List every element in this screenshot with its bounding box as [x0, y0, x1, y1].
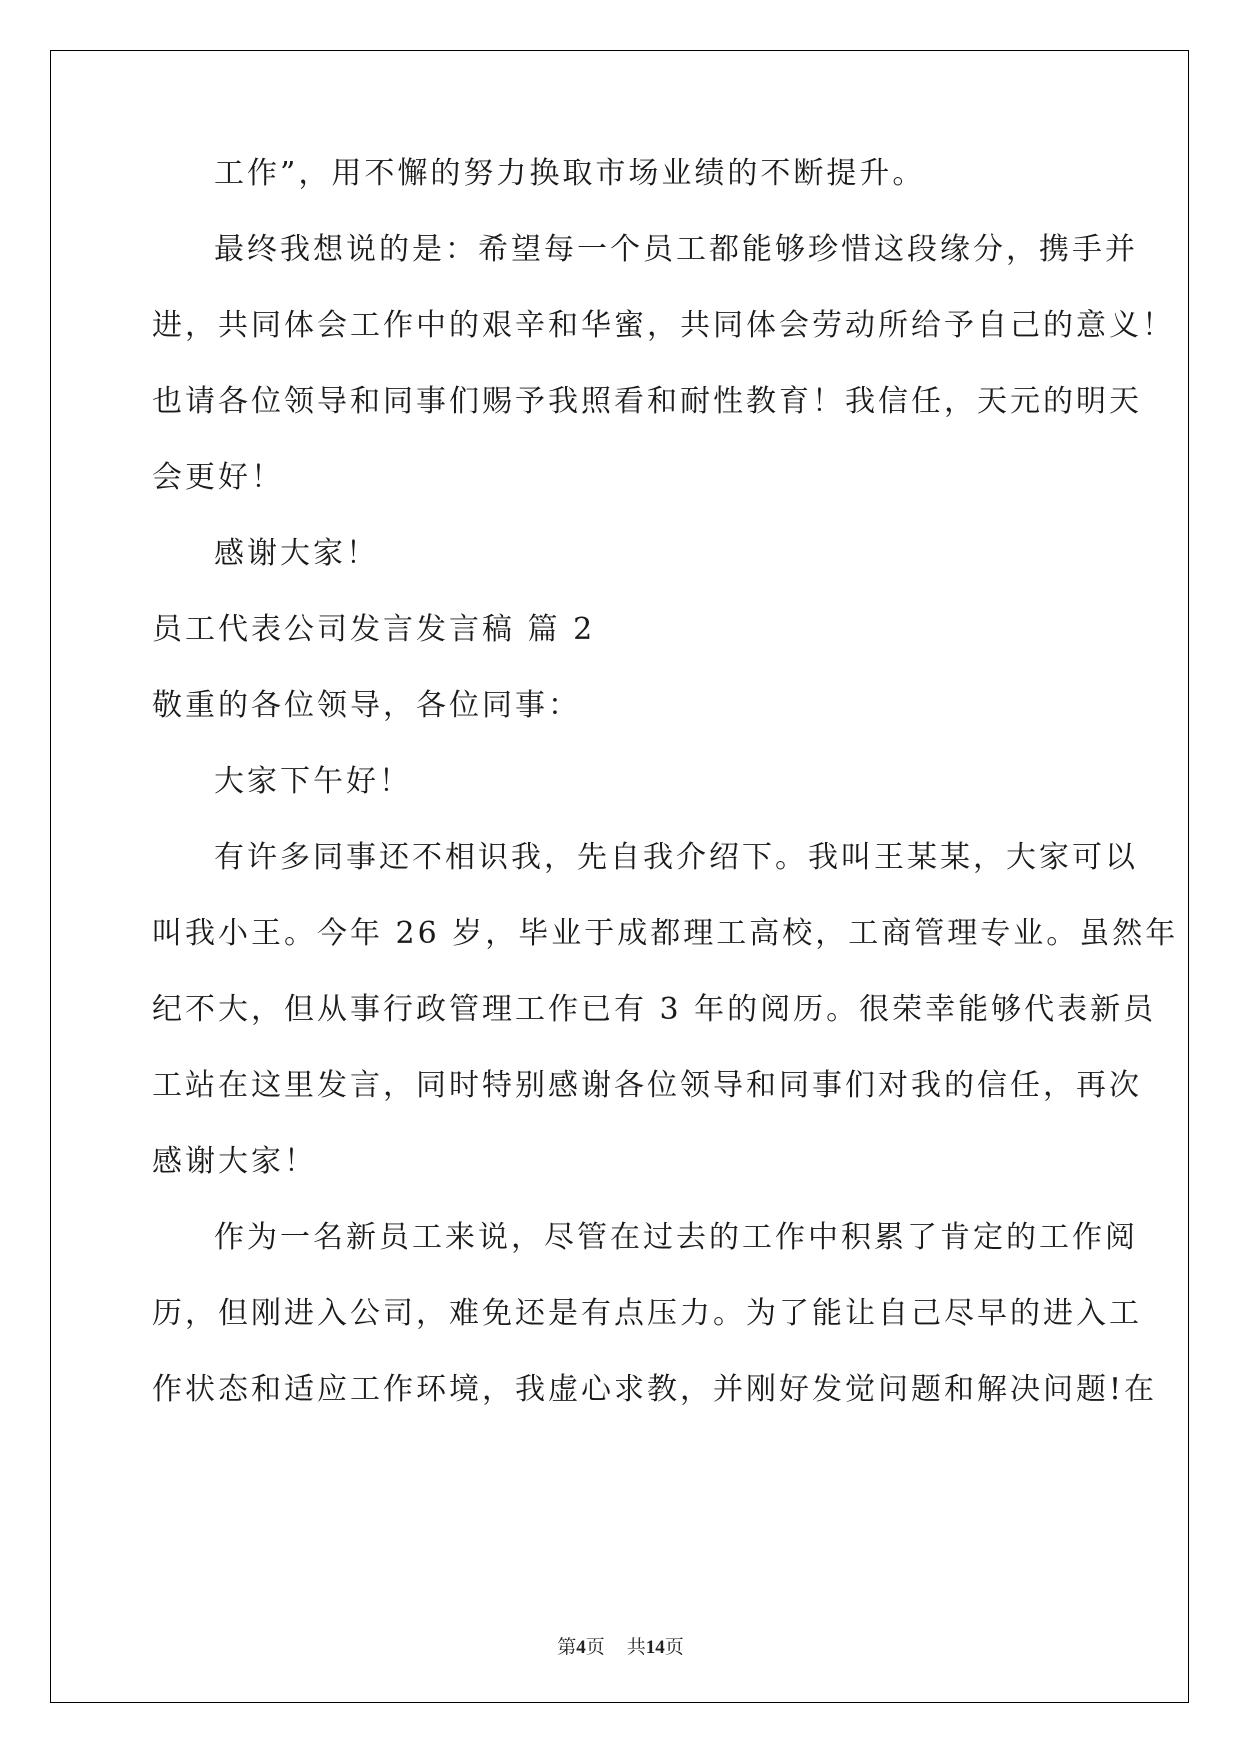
body-line-12: 纪不大，但从事行政管理工作已有 3 年的阅历。很荣幸能够代表新员: [152, 992, 1157, 1027]
greeting: 大家下午好！: [214, 764, 412, 799]
body-line-14: 感谢大家！: [152, 1144, 317, 1179]
body-line-3: 进，共同体会工作中的艰辛和华蜜，共同体会劳动所给予自己的意义！: [152, 308, 1175, 343]
body-line-5: 会更好！: [152, 460, 284, 495]
body-line-16: 历，但刚进入公司，难免还是有点压力。为了能让自己尽早的进入工: [152, 1296, 1142, 1331]
footer-page-word: 页: [585, 1637, 605, 1658]
body-line-13: 工站在这里发言，同时特别感谢各位领导和同事们对我的信任，再次: [152, 1068, 1142, 1103]
total-pages-number: 14: [645, 1637, 665, 1658]
page-footer: [0, 1632, 1241, 1659]
page-border: [50, 50, 1189, 1703]
body-line-17: 作状态和适应工作环境，我虚心求教，并刚好发觉问题和解决问题!在: [152, 1372, 1158, 1407]
current-page-number: 4: [576, 1637, 586, 1658]
body-line-4: 也请各位领导和同事们赐予我照看和耐性教育！我信任，天元的明天: [152, 384, 1142, 419]
section-heading: 员工代表公司发言发言稿 篇 2: [152, 612, 596, 647]
body-line-1: 工作”，用不懈的努力换取市场业绩的不断提升。: [214, 156, 926, 191]
footer-prefix: 第: [557, 1637, 577, 1658]
salutation: 敬重的各位领导，各位同事：: [152, 688, 581, 723]
body-line-6: 感谢大家！: [214, 536, 379, 571]
body-line-15: 作为一名新员工来说，尽管在过去的工作中积累了肯定的工作阅: [214, 1220, 1138, 1255]
body-line-2: 最终我想说的是：希望每一个员工都能够珍惜这段缘分，携手并: [214, 232, 1138, 267]
footer-total-suffix: 页: [664, 1637, 684, 1658]
body-line-10: 有许多同事还不相识我，先自我介绍下。我叫王某某，大家可以: [214, 840, 1138, 875]
footer-total-prefix: 共: [626, 1637, 646, 1658]
body-line-11: 叫我小王。今年 26 岁，毕业于成都理工高校，工商管理专业。虽然年: [152, 916, 1179, 951]
